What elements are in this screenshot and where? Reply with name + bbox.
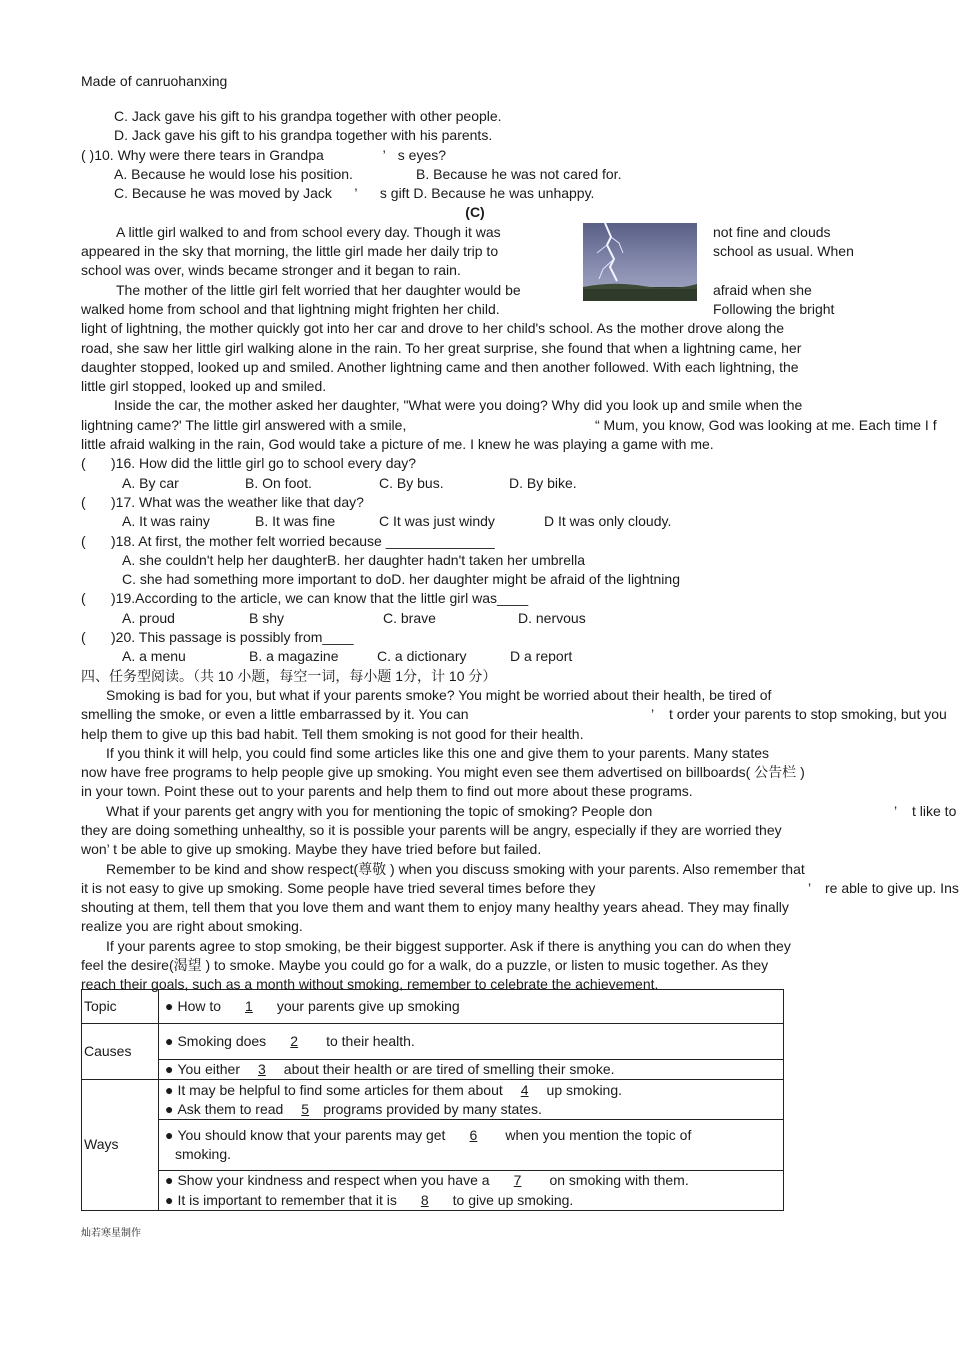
passage4-line-12: shouting at them, tell them that you love them and want them to enjoy many healthy years ahead. They may finally <box>81 899 789 916</box>
task-table <box>81 989 784 1211</box>
passage-c-rest-1: light of lightning, the mother quickly got into her car and drove to her child's school. As the mother drove along the <box>81 320 785 337</box>
topic-cell: ● How to 1 your parents give up smoking <box>159 990 784 1024</box>
passage4-line-14: If your parents agree to stop smoking, be their biggest supporter. Ask if there is anything you can do when they <box>106 937 791 954</box>
passage-c-rest-2: road, she saw her little girl walking alone in the rain. To her great surprise, she found that when a lightning came, her <box>81 339 802 356</box>
q18-option-cd: C. she had something more important to doD. her daughter might be afraid of the lightning <box>122 571 680 588</box>
q18-option-ab: A. she couldn't help her daughterB. her daughter hadn't taken her umbrella <box>122 551 585 568</box>
ways-1-cell: ● It may be helpful to find some articles for them about 4 up smoking. ● Ask them to read 5 programs provided by many states. <box>159 1080 784 1120</box>
q19-stem: ( )19.According to the article, we can know that the little girl was____ <box>81 590 529 607</box>
passage4-line-10: Remember to be kind and show respect(尊敬 ) when you discuss smoking with your parents. Also remember that <box>106 860 805 877</box>
passage4-line-15: feel the desire(渴望 ) to smoke. Maybe you could go for a walk, do a puzzle, or listen to music together. As they <box>81 957 769 974</box>
passage4-line-8: they are doing something unhealthy, so it is possible your parents will be angry, especially if they are worried they <box>81 821 782 838</box>
page-footer: 灿若寒星制作 <box>81 1228 141 1239</box>
passage4-line-5: now have free programs to help people give up smoking. You might even see them advertised on billboards( 公告栏 ) <box>81 764 805 781</box>
passage4-line-13: realize you are right about smoking. <box>81 918 303 935</box>
q9-option-c: C. Jack gave his gift to his grandpa together with other people. <box>114 108 502 124</box>
q10-options-cd: C. Because he was moved by Jack ’ s gift D. Because he was unhappy. <box>114 185 595 202</box>
passage-c-line-4: The mother of the little girl felt worried that her daughter would be afraid when she <box>116 281 812 298</box>
passage-c-wrap <box>81 223 950 319</box>
q18-stem: ( )18. At first, the mother felt worried because ______________ <box>81 532 495 549</box>
table-row-cause-1 <box>82 1024 784 1060</box>
q16-options: A. By car B. On foot. C. By bus. D. By bike. <box>122 474 577 491</box>
blank-5: 5 <box>301 1100 310 1117</box>
topic-label: Topic <box>82 990 159 1024</box>
passage-c-line-3: school was over, winds became stronger and it began to rain. <box>81 262 461 279</box>
cause-2-cell: ● You either 3 about their health or are tired of smelling their smoke. <box>159 1060 784 1080</box>
blank-7: 7 <box>513 1172 522 1189</box>
table-row-ways-2 <box>82 1120 784 1171</box>
table-row-ways-3 <box>82 1171 784 1211</box>
causes-label: Causes <box>82 1024 159 1080</box>
blank-3: 3 <box>258 1061 266 1077</box>
section4-title: 四、任务型阅读。（共 10 小题，每空一词，每小题 1分，计 10 分） <box>81 667 497 684</box>
table-row-topic <box>82 990 784 1024</box>
blank-8: 8 <box>420 1191 429 1208</box>
passage4-line-3: help them to give up this bad habit. Tell them smoking is not good for their health. <box>81 725 584 742</box>
passage-c-rest-5: Inside the car, the mother asked her daughter, "What were you doing? Why did you look up and smile when the <box>114 397 803 414</box>
q17-options: A. It was rainy B. It was fine C It was just windy D It was only cloudy. <box>122 513 672 530</box>
lightning-icon <box>583 223 697 301</box>
ways-3-cell: ● Show your kindness and respect when you have a 7 on smoking with them. ● It is important to remember that it is 8 to give up smoking. <box>159 1171 784 1211</box>
q9-option-d: D. Jack gave his gift to his grandpa together with his parents. <box>114 127 493 144</box>
main-content <box>81 107 959 995</box>
q20-options: A. a menu B. a magazine C. a dictionary D a report <box>122 648 573 665</box>
q10-options-ab: A. Because he would lose his position. B. Because he was not cared for. <box>114 165 622 182</box>
passage-c-rest-7: little afraid walking in the rain, God would take a picture of me. I knew he was playing a game with me. <box>81 436 714 453</box>
blank-6: 6 <box>469 1127 478 1143</box>
passage-c-rest-4: little girl stopped, looked up and smiled. <box>81 378 327 395</box>
passage4-line-4: If you think it will help, you could find some articles like this one and give them to your parents. Many states <box>106 744 769 761</box>
ways-label: Ways <box>82 1080 159 1211</box>
lightning-photo <box>583 223 697 301</box>
blank-4: 4 <box>520 1081 529 1098</box>
q20-stem: ( )20. This passage is possibly from____ <box>81 629 354 646</box>
passage4-line-11: it is not easy to give up smoking. Some people have tried several times before they ’ re able to give up. Ins <box>81 879 959 896</box>
q16-stem: ( )16. How did the little girl go to school every day? <box>81 455 417 472</box>
passage-c-rest-6: lightning came?' The little girl answered with a smile, “ Mum, you know, God was looking at me. Each time I f <box>81 416 937 433</box>
section-c-title: (C) <box>465 204 485 221</box>
blank-2: 2 <box>290 1032 299 1049</box>
q19-options: A. proud B shy C. brave D. nervous <box>122 609 586 626</box>
page-header: Made of canruohanxing <box>81 73 228 89</box>
passage4-line-6: in your town. Point these out to your parents and help them to find out more about these programs. <box>81 783 693 800</box>
passage4-line-9: won’ t be able to give up smoking. Maybe they have tried before but failed. <box>81 841 542 858</box>
passage4-line-2: smelling the smoke, or even a little embarrassed by it. You can ’ t order your parents to stop smoking, but you <box>81 706 947 723</box>
q17-stem: ( )17. What was the weather like that day? <box>81 493 364 510</box>
table-row-cause-2 <box>82 1060 784 1080</box>
cause-1-cell: ● Smoking does 2 to their health. <box>159 1024 784 1060</box>
passage4-line-1: Smoking is bad for you, but what if your parents smoke? You might be worried about their health, be tired of <box>106 686 772 703</box>
q10-stem: ( )10. Why were there tears in Grandpa ’ s eyes? <box>81 146 447 163</box>
passage-c-line-2: appeared in the sky that morning, the little girl made her daily trip to school as usual. When <box>81 243 854 260</box>
passage4-line-16: reach their goals, such as a month without smoking, remember to celebrate the achievement. <box>81 976 659 993</box>
ways-2-cell: ● You should know that your parents may get 6 when you mention the topic of smoking. <box>159 1120 784 1171</box>
table-row-ways-1 <box>82 1080 784 1120</box>
passage-c-rest-3: daughter stopped, looked up and smiled. Another lightning came and then another followed. With each lightning, the <box>81 358 799 375</box>
passage-c-line-5: walked home from school and that lightning might frighten her child. Following the bright <box>81 300 835 317</box>
passage4-line-7: What if your parents get angry with you for mentioning the topic of smoking? People don ’ t like to <box>106 802 957 819</box>
passage-c-line-1: A little girl walked to and from school every day. Though it was not fine and clouds <box>116 223 831 240</box>
blank-1: 1 <box>245 997 253 1014</box>
